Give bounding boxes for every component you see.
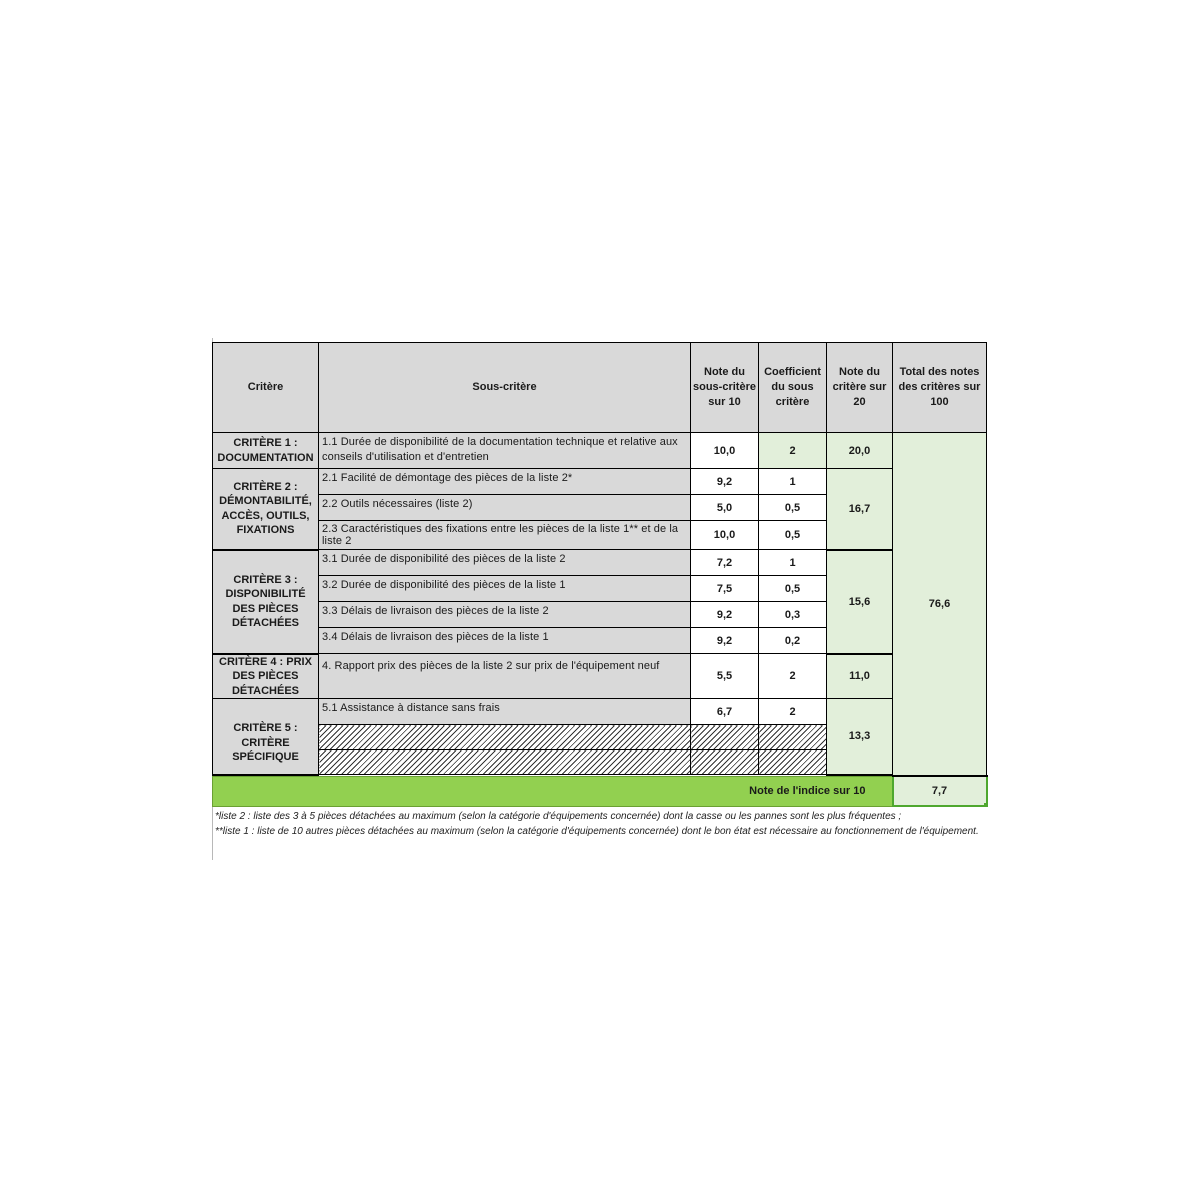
score-sheet [212, 342, 988, 839]
hatched-cell [691, 750, 759, 775]
fill-handle[interactable] [984, 803, 987, 806]
footnote-liste-2: *liste 2 : liste des 3 à 5 pièces détachées au maximum (selon la catégorie d'équipements concernée) dont la casse ou les pannes sont les plus fréquentes ; [215, 811, 902, 822]
note-4: 5,5 [691, 654, 759, 699]
criterion-4-label: CRITÈRE 4 : PRIX DES PIÈCES DÉTACHÉES [213, 654, 319, 699]
header-coefficient: Coefficient du sous critère [759, 343, 827, 433]
note-2-1: 9,2 [691, 469, 759, 495]
hatched-cell [691, 725, 759, 750]
subcriterion-3-3: 3.3 Délais de livraison des pièces de la liste 2 [319, 602, 691, 628]
hatched-cell [759, 725, 827, 750]
subcriterion-5-1: 5.1 Assistance à distance sans frais [319, 699, 691, 725]
header-row [213, 343, 987, 433]
criterion-5-score: 13,3 [827, 699, 893, 775]
subcriterion-3-1: 3.1 Durée de disponibilité des pièces de la liste 2 [319, 550, 691, 576]
subcriterion-4: 4. Rapport prix des pièces de la liste 2 sur prix de l'équipement neuf [319, 654, 691, 699]
criterion-4-score: 11,0 [827, 654, 893, 699]
note-5-1: 6,7 [691, 699, 759, 725]
coef-5-1: 2 [759, 699, 827, 725]
hatched-cell [759, 750, 827, 775]
header-note-sous-critere: Note du sous-critère sur 10 [691, 343, 759, 433]
header-sous-critere: Sous-critère [319, 343, 691, 433]
criterion-1-label: CRITÈRE 1 : DOCUMENTATION [213, 433, 319, 469]
coef-2-1: 1 [759, 469, 827, 495]
criterion-5-label: CRITÈRE 5 : CRITÈRE SPÉCIFIQUE [213, 699, 319, 775]
note-3-1: 7,2 [691, 550, 759, 576]
table-row [213, 654, 987, 699]
note-1-1: 10,0 [691, 433, 759, 469]
hatched-cell [319, 725, 691, 750]
subcriterion-1-1: 1.1 Durée de disponibilité de la documentation technique et relative aux conseils d'utilisation et d'entretien [319, 433, 691, 469]
subcriterion-2-3: 2.3 Caractéristiques des fixations entre les pièces de la liste 1** et de la liste 2 [319, 521, 691, 550]
index-value-text: 7,7 [931, 785, 948, 797]
coef-3-3: 0,3 [759, 602, 827, 628]
table-row [213, 550, 987, 576]
table-row [213, 433, 987, 469]
criterion-2-label: CRITÈRE 2 : DÉMONTABILITÉ, ACCÈS, OUTILS, FIXATIONS [213, 469, 319, 550]
coef-2-2: 0,5 [759, 495, 827, 521]
coef-3-2: 0,5 [759, 576, 827, 602]
header-total: Total des notes des critères sur 100 [893, 343, 987, 433]
repairability-table [212, 342, 988, 807]
criterion-2-score: 16,7 [827, 469, 893, 550]
criterion-1-score: 20,0 [827, 433, 893, 469]
subcriterion-3-2: 3.2 Durée de disponibilité des pièces de la liste 1 [319, 576, 691, 602]
subcriterion-3-4: 3.4 Délais de livraison des pièces de la liste 1 [319, 628, 691, 654]
coef-4: 2 [759, 654, 827, 699]
table-row [213, 699, 987, 725]
note-3-4: 9,2 [691, 628, 759, 654]
criterion-3-score: 15,6 [827, 550, 893, 654]
coef-3-1: 1 [759, 550, 827, 576]
coef-3-4: 0,2 [759, 628, 827, 654]
subcriterion-2-1: 2.1 Facilité de démontage des pièces de la liste 2* [319, 469, 691, 495]
note-2-3: 10,0 [691, 521, 759, 550]
coef-1-1: 2 [759, 433, 827, 469]
note-3-3: 9,2 [691, 602, 759, 628]
note-2-2: 5,0 [691, 495, 759, 521]
note-3-2: 7,5 [691, 576, 759, 602]
total-score: 76,6 [893, 433, 987, 777]
footnote-liste-1: **liste 1 : liste de 10 autres pièces détachées au maximum (selon la catégorie d'équipements concernée) dont le bon état est nécessaire au fonctionnement de l'équipement. [215, 826, 979, 837]
index-value[interactable] [893, 776, 987, 806]
hatched-cell [319, 750, 691, 775]
coef-2-3: 0,5 [759, 521, 827, 550]
criterion-3-label: CRITÈRE 3 : DISPONIBILITÉ DES PIÈCES DÉTACHÉES [213, 550, 319, 654]
header-critere: Critère [213, 343, 319, 433]
index-row [213, 776, 987, 806]
table-row [213, 469, 987, 495]
header-note-critere: Note du critère sur 20 [827, 343, 893, 433]
subcriterion-2-2: 2.2 Outils nécessaires (liste 2) [319, 495, 691, 521]
index-label: Note de l'indice sur 10 [213, 776, 893, 806]
footnotes [212, 809, 988, 839]
